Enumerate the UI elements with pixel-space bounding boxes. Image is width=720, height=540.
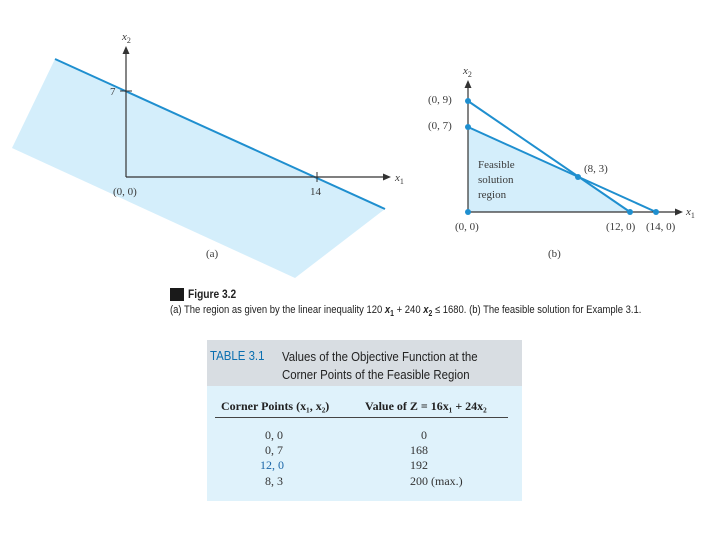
table-cell-point: 0, 7 [265, 443, 283, 457]
figure-b-label-12-0: (12, 0) [606, 221, 636, 233]
figure-b-label-0-7: (0, 7) [428, 120, 452, 132]
figure-b-x-arrow [675, 209, 683, 216]
figure-a-y-axis-label: $x_2$ [122, 31, 131, 45]
table-title-line-1: Values of the Objective Function at the [282, 349, 478, 364]
figure-a-x-intercept-label: 14 [310, 186, 321, 198]
figure-b-y-axis-label: $x_2$ [463, 65, 472, 79]
figure-b-region-label [478, 158, 515, 203]
figure-b-x-axis-label: $x_1$ [686, 206, 695, 220]
figure-b-point-8-3 [575, 174, 581, 180]
figure-b-point-12-0 [627, 209, 633, 215]
caption-x1: x [384, 304, 391, 316]
figure-a-y-intercept-label: 7 [110, 86, 116, 98]
table-cell-value: 0 [421, 428, 427, 442]
table-title-line-2: Corner Points of the Feasible Region [282, 367, 470, 382]
table-cell-value: 200 (max.) [410, 474, 463, 488]
region-label-line-1: Feasible [478, 159, 515, 171]
figure-b-point-0-9 [465, 98, 471, 104]
caption-marker-square [170, 288, 184, 301]
figure-a-panel-label: (a) [206, 248, 219, 260]
caption-part-3: ≤ 1680. (b) The feasible solution for Example 3.1. [432, 304, 642, 316]
caption-part-1: (a) The region as given by the linear inequality 120 [170, 304, 385, 316]
figure-b-point-0-7 [465, 124, 471, 130]
figure-b-point-0-0 [465, 209, 471, 215]
table-title [282, 348, 478, 384]
caption-text [170, 304, 641, 316]
figure-number: Figure 3.2 [188, 287, 237, 301]
table-3-1 [207, 340, 522, 501]
table-cell-point: 8, 3 [265, 474, 283, 488]
table-cell-value: 168 [410, 443, 428, 457]
column-header-corner-points: Corner Points (x₁, x₂) [221, 399, 330, 413]
figure-b-panel-label: (b) [548, 248, 561, 260]
table-cell-value: 192 [410, 458, 428, 472]
caption-x2-sub: 2 [428, 309, 433, 318]
figure-b-label-0-0: (0, 0) [455, 221, 479, 233]
figure-b-point-14-0 [653, 209, 659, 215]
column-header-value-z: Value of Z = 16x₁ + 24x₂ [365, 399, 487, 413]
figure-b-label-14-0: (14, 0) [646, 221, 676, 233]
figure-a-origin-label: (0, 0) [113, 186, 137, 198]
figure-a-x-axis-label: $x_1$ [395, 172, 404, 186]
table-header-rule [215, 417, 508, 418]
table-cell-point: 0, 0 [265, 428, 283, 442]
figure-b-label-8-3: (8, 3) [584, 163, 608, 175]
table-cell-point: 12, 0 [260, 458, 284, 472]
region-label-line-3: region [478, 189, 507, 201]
table-label: TABLE 3.1 [210, 348, 265, 363]
figure-b-label-0-9: (0, 9) [428, 94, 452, 106]
caption-part-2: + 240 [394, 304, 424, 316]
figure-b-y-arrow [465, 80, 472, 88]
table-header-band [207, 340, 522, 386]
caption-x2: x [423, 304, 429, 316]
region-label-line-2: solution [478, 174, 514, 186]
caption-x1-sub: 1 [390, 309, 395, 318]
